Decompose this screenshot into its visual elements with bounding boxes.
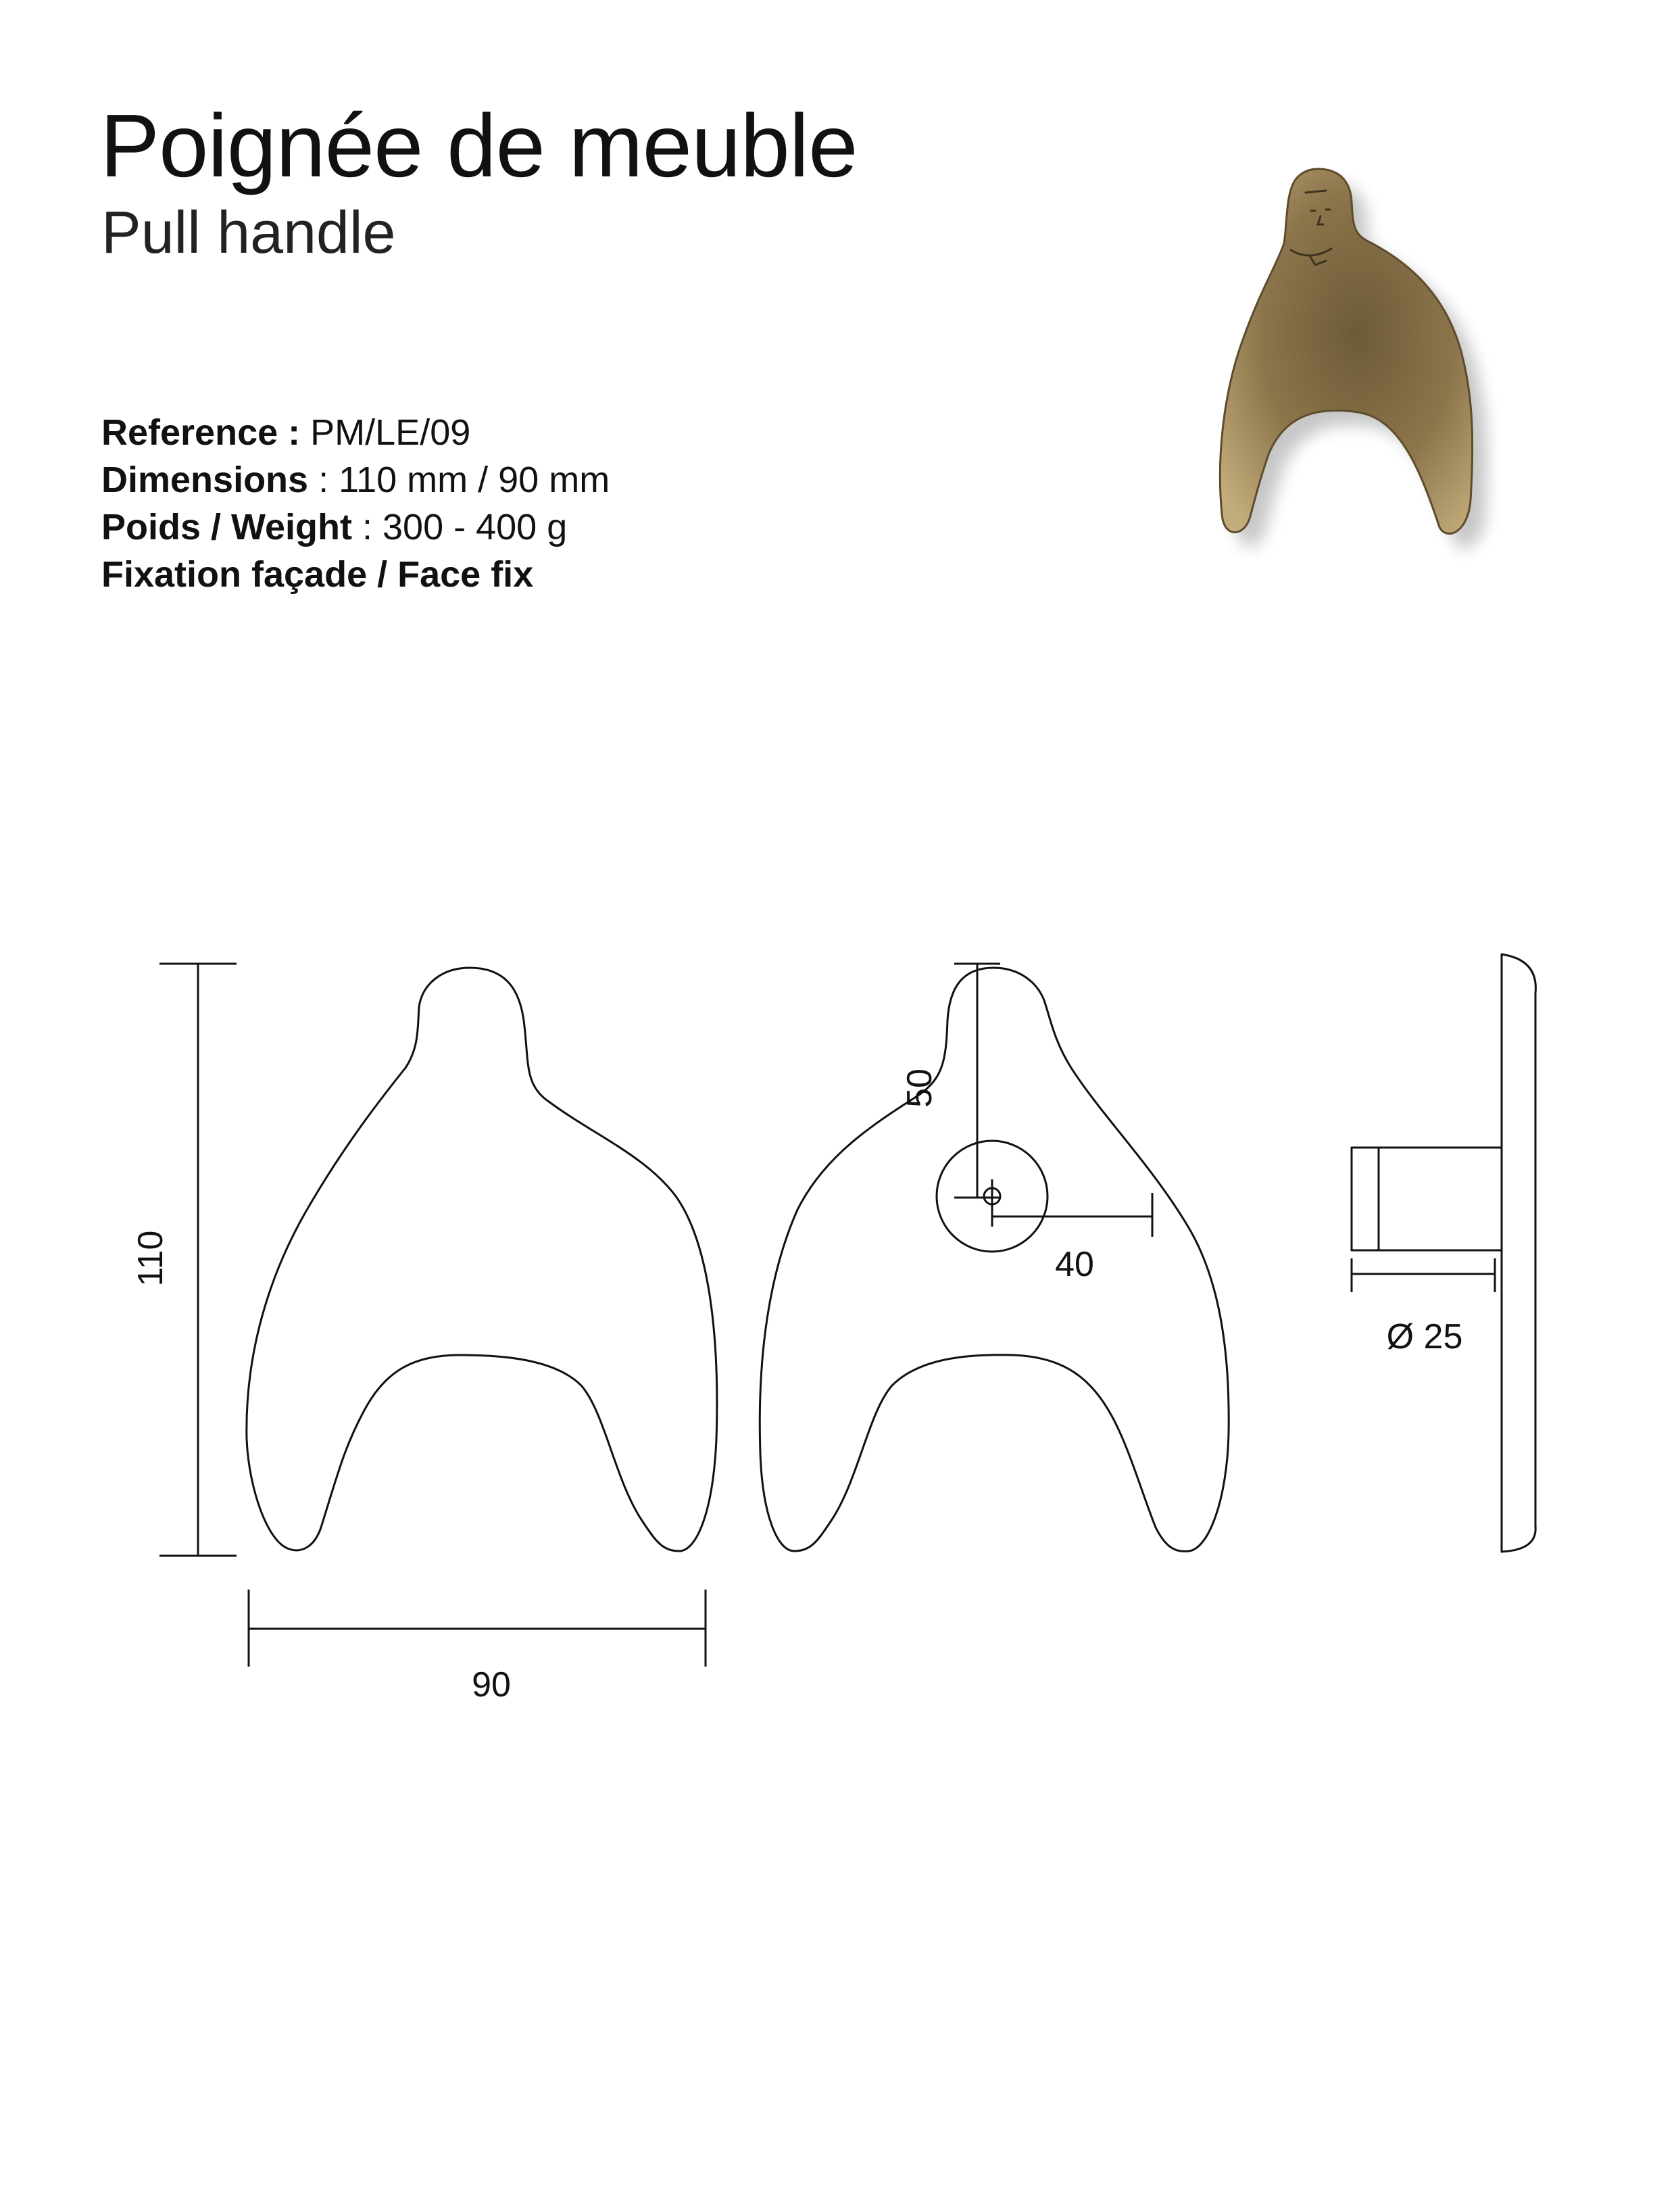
spec-label: Dimensions: [101, 460, 309, 500]
spec-value: PM/LE/09: [300, 412, 471, 453]
hole-horizontal-dimension-line: [992, 1179, 1152, 1237]
side-view-stem: [1352, 1148, 1502, 1250]
spec-label: Fixation façade / Face fix: [101, 554, 534, 595]
hole-vertical-dimension-line: [954, 964, 1000, 1198]
back-view-outline: [760, 968, 1229, 1552]
height-label: 110: [131, 1230, 170, 1287]
diameter-label: Ø 25: [1386, 1317, 1463, 1356]
page-subtitle: Pull handle: [101, 199, 396, 266]
spec-value: : 110 mm / 90 mm: [308, 460, 610, 500]
height-dimension-line: [159, 964, 237, 1556]
page-title: Poignée de meuble: [100, 96, 858, 195]
spec-label: Poids / Weight: [101, 507, 353, 547]
diameter-dimension-line: [1352, 1258, 1495, 1292]
width-label: 90: [472, 1665, 511, 1704]
hole-from-top-label: 50: [900, 1068, 939, 1108]
width-dimension-line: [249, 1590, 706, 1667]
hole-from-side-label: 40: [1055, 1245, 1094, 1284]
spec-value: : 300 - 400 g: [352, 507, 568, 547]
spec-label: Reference :: [101, 412, 301, 453]
front-view-outline: [247, 968, 717, 1551]
side-view-plate: [1502, 954, 1535, 1552]
